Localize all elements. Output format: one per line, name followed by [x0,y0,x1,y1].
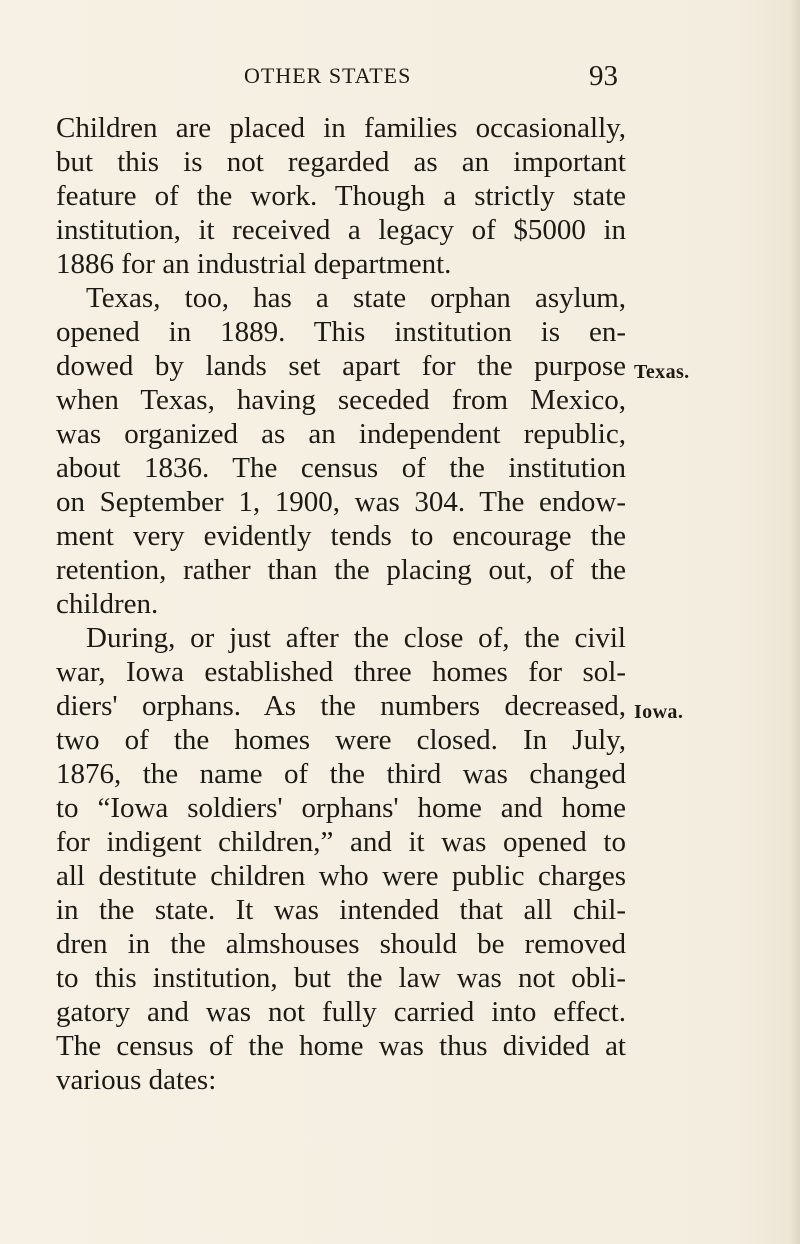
text-line: various dates: [56,1064,217,1096]
text-line: but this is not regarded as an important [56,146,626,178]
text-line: Children are placed in families occasionally, [56,112,626,144]
text-line: 1876, the name of the third was changed [56,758,626,790]
text-line: dren in the almshouses should be removed [56,928,626,960]
text-line: for indigent children,” and it was opened to [56,826,626,858]
text-line: Texas, too, has a state orphan asylum, [86,282,626,314]
text-line: all destitute children who were public charges [56,860,626,892]
text-line: gatory and was not fully carried into effect. [56,996,626,1028]
running-head: OTHER STATES [244,63,412,88]
text-line: dowed by lands set apart for the purpose [56,350,626,382]
text-line: children. [56,588,159,620]
text-line: feature of the work. Though a strictly state [56,180,626,212]
sidenote-iowa: Iowa. [634,701,684,723]
text-line: when Texas, having seceded from Mexico, [56,384,626,416]
page-header [62,62,622,98]
text-line: opened in 1889. This institution is en- [56,316,626,348]
text-line: The census of the home was thus divided at [56,1030,626,1062]
text-line: During, or just after the close of, the civil [86,622,626,654]
text-line: diers' orphans. As the numbers decreased, [56,690,626,722]
page-edge-shadow [790,0,800,1244]
text-line: to this institution, but the law was not obli- [56,962,626,994]
text-line: two of the homes were closed. In July, [56,724,626,756]
sidenote-texas: Texas. [634,361,690,383]
body-text [56,111,626,1097]
text-line: on September 1, 1900, was 304. The endow- [56,486,626,518]
text-line: was organized as an independent republic, [56,418,626,450]
text-line: retention, rather than the placing out, of the [56,554,626,586]
text-line: ment very evidently tends to encourage the [56,520,626,552]
text-line: to “Iowa soldiers' orphans' home and home [56,792,626,824]
page-number: 93 [589,60,618,92]
text-line: war, Iowa established three homes for sol- [56,656,626,688]
text-line: in the state. It was intended that all chil- [56,894,626,926]
text-line: about 1836. The census of the institution [56,452,626,484]
text-line: 1886 for an industrial department. [56,248,452,280]
text-line: institution, it received a legacy of $5000 in [56,214,626,246]
